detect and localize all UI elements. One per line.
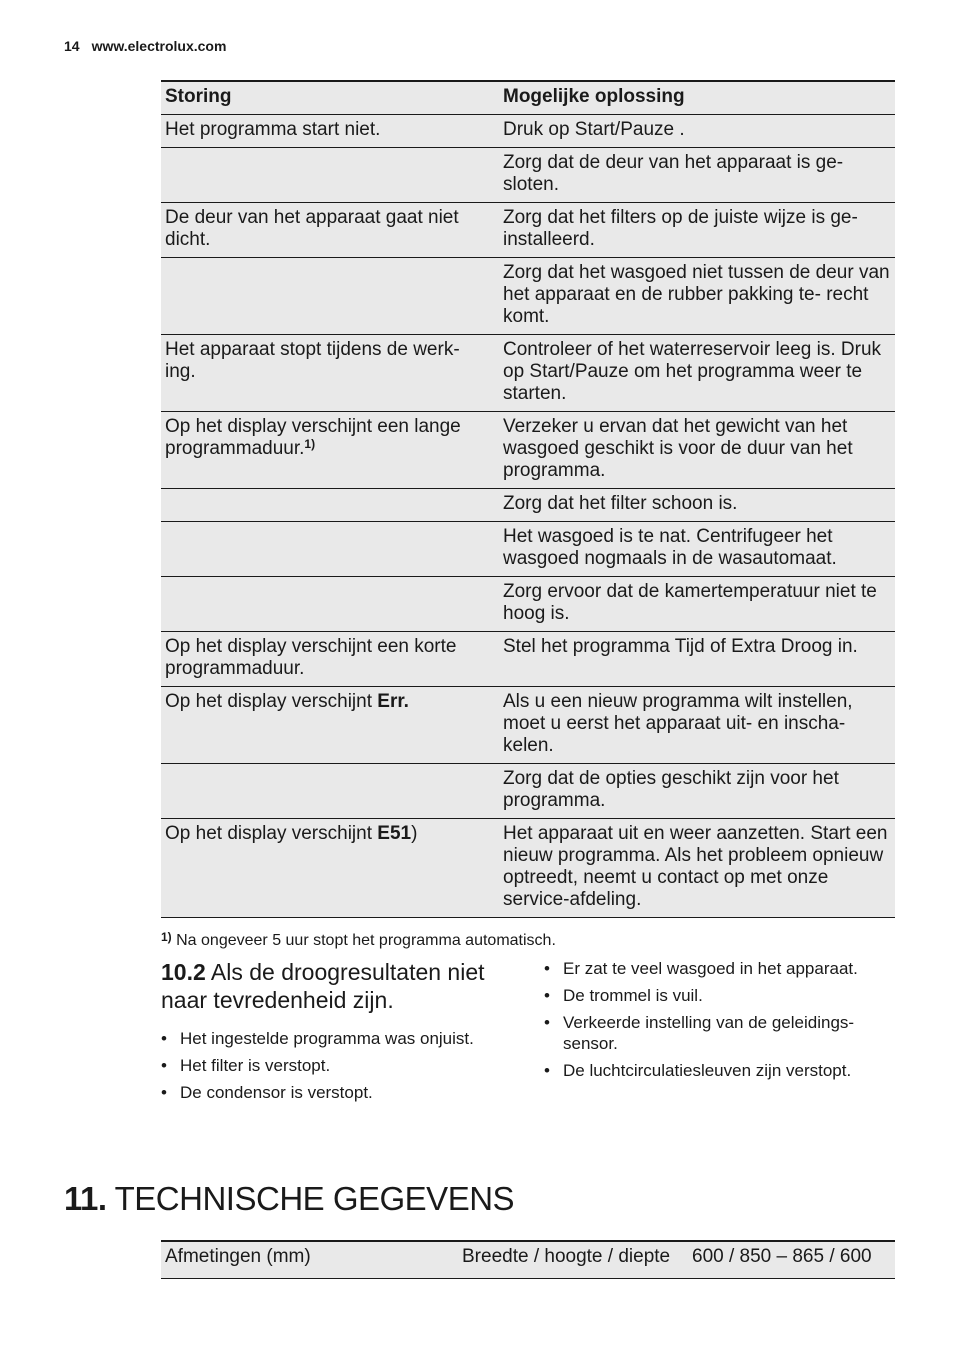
section-10-2-title: Als de droogresultaten niet naar tevredenheid zijn. (161, 959, 485, 1013)
problem-cell (161, 115, 499, 148)
problem-text: Op het display verschijnt een lange programmaduur. (165, 416, 461, 459)
list-item: • Verkeerde instelling van de geleidings- sensor. (544, 1012, 904, 1054)
solution-cell: Druk op Start/Pauze . (499, 115, 895, 148)
section-10-2-heading (161, 958, 521, 1014)
solution-cell: Zorg dat de opties geschikt zijn voor het programma. (499, 764, 895, 819)
solution-cell: Het wasgoed is te nat. Centrifugeer het wasgoed nogmaals in de wasautomaat. (499, 522, 895, 577)
page-header (64, 38, 226, 54)
problem-text: Op het display verschijnt (165, 691, 378, 712)
problem-cell (161, 577, 499, 632)
spec-value-cell: 600 / 850 – 865 / 600 (688, 1241, 895, 1279)
table-row (161, 819, 895, 918)
list-item: • De luchtcirculatiesleuven zijn verstopt. (544, 1060, 904, 1081)
solution-cell: Zorg dat het filters op de juiste wijze is ge- installeerd. (499, 203, 895, 258)
problem-text-after: ) (411, 823, 418, 844)
column-header-solution: Mogelijke oplossing (499, 81, 895, 115)
solution-cell: Zorg ervoor dat de kamertemperatuur niet te hoog is. (499, 577, 895, 632)
solution-cell: Controleer of het waterreservoir leeg is. Druk op Start/Pauze om het programma weer te starten. (499, 335, 895, 412)
section-11-number: 11. (64, 1180, 107, 1217)
solution-cell: Het apparaat uit en weer aanzetten. Start een nieuw programma. Als het probleem opnieuw optreedt, neemt u contact op met onze service-afdeling. (499, 819, 895, 918)
error-code: E51 (377, 823, 412, 844)
problem-cell (161, 335, 499, 412)
problem-cell (161, 258, 499, 335)
problem-cell (161, 148, 499, 203)
page-number: 14 (64, 38, 80, 54)
spec-dimension-cell: Breedte / hoogte / diepte (458, 1241, 688, 1279)
left-bullet-list (161, 1028, 521, 1103)
list-item: • De trommel is vuil. (544, 985, 904, 1006)
list-item: • Er zat te veel wasgoed in het apparaat. (544, 958, 904, 979)
problem-cell (161, 489, 499, 522)
spec-label-cell: Afmetingen (mm) (161, 1241, 458, 1279)
troubleshooting-table-body (161, 115, 895, 918)
solution-cell: Zorg dat het wasgoed niet tussen de deur van het apparaat en de rubber pakking te- recht komt. (499, 258, 895, 335)
solution-cell: Als u een nieuw programma wilt instellen, moet u eerst het apparaat uit- en inscha- kelen. (499, 687, 895, 764)
site-url: www.electrolux.com (91, 38, 227, 54)
solution-cell: Verzeker u ervan dat het gewicht van het wasgoed geschikt is voor de duur van het programma. (499, 412, 895, 489)
problem-text: Het apparaat stopt tijdens de werk- ing. (165, 339, 460, 382)
table-header-row (161, 81, 895, 115)
list-item: • Het filter is verstopt. (161, 1055, 521, 1076)
problem-text: Het programma start niet. (165, 119, 381, 140)
table-row (161, 412, 895, 489)
footnote (161, 930, 556, 950)
table-row (161, 203, 895, 258)
solution-cell: Zorg dat het filter schoon is. (499, 489, 895, 522)
problem-cell (161, 687, 499, 764)
column-header-problem: Storing (161, 81, 499, 115)
section-10-2-right-column (544, 958, 904, 1087)
table-row (161, 764, 895, 819)
table-row (161, 489, 895, 522)
solution-cell: Stel het programma Tijd of Extra Droog in. (499, 632, 895, 687)
problem-text: Op het display verschijnt een korte programmaduur. (165, 636, 457, 679)
table-row (161, 258, 895, 335)
section-11-title: TECHNISCHE GEGEVENS (114, 1180, 515, 1217)
technical-data-body (161, 1241, 895, 1279)
table-row (161, 687, 895, 764)
problem-cell (161, 819, 499, 918)
footnote-reference: 1) (304, 437, 316, 451)
table-row (161, 522, 895, 577)
error-code: Err. (377, 691, 409, 712)
solution-cell: Zorg dat de deur van het apparaat is ge- sloten. (499, 148, 895, 203)
table-row (161, 632, 895, 687)
footnote-mark: 1) (161, 930, 172, 944)
problem-text: De deur van het apparaat gaat niet dicht. (165, 207, 459, 250)
table-row (161, 335, 895, 412)
problem-text: Op het display verschijnt (165, 823, 378, 844)
table-row (161, 577, 895, 632)
problem-cell (161, 203, 499, 258)
table-row (161, 148, 895, 203)
section-10-2-number: 10.2 (161, 959, 206, 985)
list-item: • De condensor is verstopt. (161, 1082, 521, 1103)
section-10-2-left-column (161, 958, 521, 1109)
footnote-text: Na ongeveer 5 uur stopt het programma automatisch. (176, 932, 556, 949)
troubleshooting-table (161, 80, 895, 918)
right-bullet-list (544, 958, 904, 1081)
section-11-heading (64, 1180, 514, 1218)
table-row (161, 1241, 895, 1279)
problem-cell (161, 632, 499, 687)
problem-cell (161, 522, 499, 577)
technical-data-table (161, 1240, 895, 1279)
problem-cell (161, 412, 499, 489)
problem-cell (161, 764, 499, 819)
list-item: • Het ingestelde programma was onjuist. (161, 1028, 521, 1049)
table-row (161, 115, 895, 148)
